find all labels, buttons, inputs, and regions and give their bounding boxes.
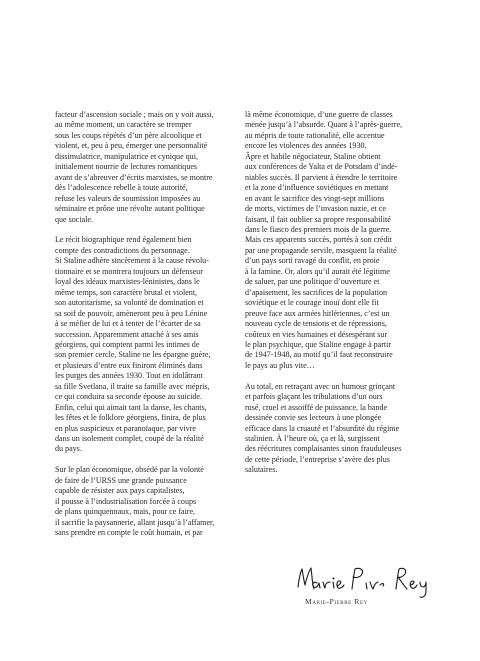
paragraph-left-1: facteur d’ascension sociale ; mais on y voit aussi, au même moment, un caractère se tremper sous les coups répétés d’un père alcoolique et violent, et, peu à peu, émerger une personnalité dissimulatrice, manipulatrice et cynique qui, initialement nourrie de lectures romantiques avant de s’abreuver d’écrits marxistes, se montre dès l’adolescence rebelle à toute autorité, refuse les valeurs de soumission imposées au séminaire et prône une révolte autant politique que sociale. — [55, 110, 214, 224]
left-text-column — [55, 110, 241, 549]
handwritten-signature — [290, 561, 440, 601]
paragraph-right-1: là même économique, d’une guerre de classes menée jusqu’à l’absurde. Quant à l’après-guerre, au mépris de toute rationalité, elle accentue encore les violences des années 1930. Âpre et habile négociateur, Staline obtient aux conférences de Yalta et de Potsdam d’indé- niables succès. Il parvient à étendre le territoire et la zone d’influence soviétiques en mettant en avant le sacrifice des vingt-sept millions de morts, victimes de l’invasion nazie, et ce faisant, il fait oublier sa propre responsabilité dans le fiasco des premiers mois de la guerre. Mais ces apparents succès, portés à son crédit par une propagande servile, masquent la réalité d’un pays sorti ravagé du conflit, en proie à la famine. Or, alors qu’il aurait été légitime de saluer, par une politique d’ouverture et d’apaisement, les sacrifices de la population soviétique et le courage inouï dont elle fit preuve face aux armées hitlériennes, c’est un nouveau cycle de tensions et de répressions, coûteux en vies humaines et désespérant sur le plan psychique, que Staline engage à partir de 1947-1948, au motif qu’il faut reconstruire le pays au plus vite… — [245, 110, 403, 370]
paragraph-left-3: Sur le plan économique, obsédé par la volonté de faire de l’URSS une grande puissance capable de résister aux pays capitalistes, il pousse à l’industrialisation forcée à coups de plans quinquennaux, mais, pour ce faire, il sacrifie la paysannerie, allant jusqu’à l’affamer, sans prendre en compte le coût humain, et par — [55, 465, 215, 538]
paragraph-left-2: Le récit biographique rend également bien compte des contradictions du personnage. Si Staline adhère sincèrement à la cause révolu- tionnaire et se montrera toujours un défenseur loyal des idéaux marxistes-léninistes, dans le même temps, son caractère brutal et violent, son autoritarisme, sa volonté de domination et sa soif de pouvoir, amèneront peu à peu Lénine à se méfier de lui et à tenter de l’écarter de sa succession. Apparemment attaché à ses amis géorgiens, qui comptent parmi les intimes de son premier cercle, Staline ne les épargne guère, et plusieurs d’entre eux finiront éliminés dans les purges des années 1930. Tout en idolâtrant sa fille Svetlana, il traite sa famille avec mépris, ce qui conduira sa seconde épouse au suicide. Enfin, celui qui aimait tant la danse, les chants, les fêtes et le folklore géorgiens, finira, de plus en plus suspicieux et paranoïaque, par vivre dans un isolement complet, coupé de la réalité du pays. — [55, 235, 211, 454]
author-name: Marie-Pierre Rey — [305, 597, 368, 606]
right-text-column — [245, 110, 435, 486]
paragraph-right-2: Au total, en retraçant avec un humour grinçant et parfois glaçant les tribulations d’un ours rusé, cruel et assoiffé de puissance, la bande dessinée convie ses lecteurs à une plongée efficace dans la cruauté et l’absurdité du régime stalinien. À l’heure où, ça et là, surgissent des réécritures complaisantes sinon frauduleuses de cette période, l’entreprise s’avère des plus salutaires. — [245, 381, 402, 475]
